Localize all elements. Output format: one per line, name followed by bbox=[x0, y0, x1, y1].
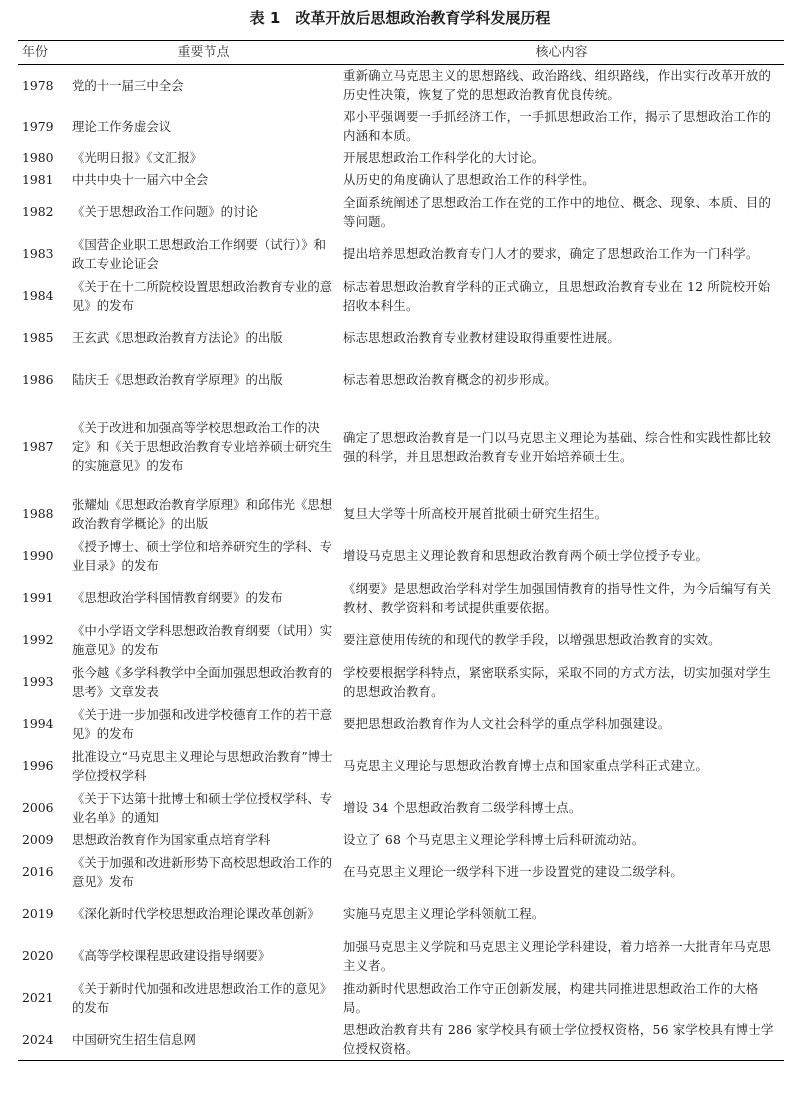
page bbox=[0, 4, 800, 1116]
table-row bbox=[18, 65, 784, 106]
cell-core: 邓小平强调要一手抓经济工作，一手抓思想政治工作，揭示了思想政治工作的内涵和本质。 bbox=[343, 109, 772, 143]
cell-year: 1996 bbox=[22, 758, 54, 773]
cell-year: 2006 bbox=[22, 800, 54, 815]
cell-core: 全面系统阐述了思想政治工作在党的工作中的地位、概念、现象、本质、目的等问题。 bbox=[343, 194, 772, 229]
cell-year: 1982 bbox=[22, 204, 54, 219]
cell-year: 1993 bbox=[22, 674, 54, 689]
cell-core: 要注意使用传统的和现代的教学手段，以增强思想政治教育的实效。 bbox=[343, 632, 721, 647]
cell-year: 1978 bbox=[22, 77, 54, 93]
cell-year: 1980 bbox=[22, 150, 54, 165]
cell-year: 2024 bbox=[18, 1019, 68, 1061]
table-row bbox=[18, 893, 784, 935]
cell-core: 加强马克思主义学院和马克思主义理论学科建设，着力培养一大批青年马克思主义者。 bbox=[343, 938, 772, 973]
cell-node: 张今越《多学科教学中全面加强思想政治教育的思考》文章发表 bbox=[72, 664, 333, 699]
table-row bbox=[18, 851, 784, 893]
cell-core: 复旦大学等十所高校开展首批硕士研究生招生。 bbox=[343, 506, 608, 521]
cell-node: 王玄武《思想政治教育方法论》的出版 bbox=[72, 330, 283, 345]
table-row bbox=[18, 577, 784, 619]
table-row bbox=[18, 493, 784, 535]
header-year: 年份 bbox=[18, 41, 68, 65]
cell-year: 2021 bbox=[22, 990, 54, 1005]
cell-node: 张耀灿《思想政治教育学原理》和邱伟光《思想政治教育学概论》的出版 bbox=[72, 496, 333, 531]
cell-core: 实施马克思主义理论学科领航工程。 bbox=[343, 906, 545, 921]
cell-year: 1979 bbox=[22, 118, 54, 134]
cell-node: 《关于下达第十批博士和硕士学位授权学科、专业名单》的通知 bbox=[72, 790, 333, 825]
table-row bbox=[18, 275, 784, 317]
cell-core: 要把思想政治教育作为人文社会科学的重点学科加强建设。 bbox=[343, 716, 671, 731]
cell-year: 1990 bbox=[22, 548, 54, 563]
header-core: 核心内容 bbox=[339, 41, 784, 65]
table-row bbox=[18, 401, 784, 493]
cell-core: 增设马克思主义理论教育和思想政治教育两个硕士学位授予专业。 bbox=[343, 548, 709, 563]
cell-year: 1986 bbox=[22, 372, 54, 387]
cell-core: 标志思想政治教育专业教材建设取得重要性进展。 bbox=[343, 330, 620, 345]
table-row bbox=[18, 703, 784, 745]
table-row bbox=[18, 359, 784, 401]
cell-node: 《国营企业职工思想政治工作纲要（试行）》和政工专业论证会 bbox=[72, 236, 327, 271]
cell-core: 学校要根据学科特点，紧密联系实际，采取不同的方式方法，切实加强对学生的思想政治教育。 bbox=[343, 664, 772, 699]
cell-core: 推动新时代思想政治工作守正创新发展，构建共同推进思想政治工作的大格局。 bbox=[343, 980, 759, 1015]
cell-core: 从历史的角度确认了思想政治工作的科学性。 bbox=[343, 172, 595, 187]
table-row bbox=[18, 661, 784, 703]
cell-core: 《纲要》是思想政治学科对学生加强国情教育的指导性文件，为今后编写有关教材、教学资料和考试提供重要依据。 bbox=[343, 580, 772, 615]
cell-node: 中共中央十一届六中全会 bbox=[72, 172, 209, 187]
cell-year: 1987 bbox=[22, 439, 54, 454]
table-row bbox=[18, 935, 784, 977]
table-row bbox=[18, 535, 784, 577]
table-row bbox=[18, 787, 784, 829]
cell-core: 提出培养思想政治教育专门人才的要求，确定了思想政治工作为一门科学。 bbox=[343, 246, 759, 261]
table-row bbox=[18, 191, 784, 233]
table-row bbox=[18, 169, 784, 191]
cell-core: 在马克思主义理论一级学科下进一步设置党的建设二级学科。 bbox=[343, 864, 683, 879]
cell-year: 1991 bbox=[22, 590, 54, 605]
cell-node: 思想政治教育作为国家重点培育学科 bbox=[72, 832, 271, 847]
cell-year: 2019 bbox=[22, 906, 54, 921]
cell-core: 开展思想政治工作科学化的大讨论。 bbox=[343, 150, 545, 165]
cell-node: 批准设立“马克思主义理论与思想政治教育”博士学位授权学科 bbox=[72, 748, 333, 783]
cell-node: 《关于在十二所院校设置思想政治教育专业的意见》的发布 bbox=[72, 278, 333, 313]
cell-core: 设立了 68 个马克思主义理论学科博士后科研流动站。 bbox=[343, 832, 645, 847]
table-row bbox=[18, 1019, 784, 1061]
table-row bbox=[18, 233, 784, 275]
header-row bbox=[18, 41, 784, 65]
cell-core: 重新确立马克思主义的思想路线、政治路线、组织路线，作出实行改革开放的历史性决策，恢复了党的思想政治教育优良传统。 bbox=[343, 68, 772, 103]
cell-year: 1984 bbox=[22, 288, 54, 303]
table-row bbox=[18, 977, 784, 1019]
history-table bbox=[18, 40, 784, 1061]
cell-node: 《关于加强和改进新形势下高校思想政治工作的意见》发布 bbox=[72, 854, 333, 889]
table-row bbox=[18, 106, 784, 147]
table-row bbox=[18, 619, 784, 661]
cell-year: 1985 bbox=[22, 330, 54, 345]
cell-year: 2009 bbox=[22, 832, 54, 847]
cell-node: 理论工作务虚会议 bbox=[72, 118, 172, 134]
table-title: 表 1 改革开放后思想政治教育学科发展历程 bbox=[249, 9, 551, 27]
cell-node: 《思想政治学科国情教育纲要》的发布 bbox=[72, 590, 283, 605]
table-row bbox=[18, 745, 784, 787]
cell-node: 《关于改进和加强高等学校思想政治工作的决定》和《关于思想政治教育专业培养硕士研究生的实施意见》的发布 bbox=[72, 420, 333, 473]
table-row bbox=[18, 147, 784, 169]
cell-node: 《深化新时代学校思想政治理论课改革创新》 bbox=[72, 906, 320, 921]
table-row bbox=[18, 317, 784, 359]
header-node: 重要节点 bbox=[68, 41, 339, 65]
cell-year: 2016 bbox=[22, 864, 54, 879]
cell-year: 1981 bbox=[22, 172, 54, 187]
cell-node: 《光明日报》《文汇报》 bbox=[72, 150, 203, 165]
cell-core: 标志着思想政治教育学科的正式确立，且思想政治教育专业在 12 所院校开始招收本科生。 bbox=[343, 278, 771, 313]
cell-year: 1988 bbox=[22, 506, 54, 521]
cell-node: 中国研究生招生信息网 bbox=[68, 1019, 339, 1061]
cell-core: 确定了思想政治教育是一门以马克思主义理论为基础、综合性和实践性都比较强的科学，并且思想政治教育专业开始培养硕士生。 bbox=[343, 429, 772, 464]
cell-node: 陆庆壬《思想政治教育学原理》的出版 bbox=[72, 372, 283, 387]
cell-node: 《中小学语文学科思想政治教育纲要（试用）实施意见》的发布 bbox=[72, 622, 333, 657]
cell-core: 增设 34 个思想政治教育二级学科博士点。 bbox=[343, 800, 582, 815]
cell-node: 《授予博士、硕士学位和培养研究生的学科、专业目录》的发布 bbox=[72, 538, 333, 573]
cell-core: 马克思主义理论与思想政治教育博士点和国家重点学科正式建立。 bbox=[343, 758, 709, 773]
cell-core: 标志着思想政治教育概念的初步形成。 bbox=[343, 372, 558, 387]
cell-node: 《关于思想政治工作问题》的讨论 bbox=[72, 204, 258, 219]
cell-node: 《关于新时代加强和改进思想政治工作的意见》的发布 bbox=[72, 980, 333, 1015]
cell-year: 1992 bbox=[22, 632, 54, 647]
cell-year: 1983 bbox=[22, 246, 54, 261]
cell-year: 1994 bbox=[22, 716, 54, 731]
cell-node: 党的十一届三中全会 bbox=[72, 77, 184, 93]
cell-node: 《关于进一步加强和改进学校德育工作的若干意见》的发布 bbox=[72, 706, 333, 741]
table-row bbox=[18, 829, 784, 851]
cell-year: 2020 bbox=[22, 948, 54, 963]
cell-node: 《高等学校课程思政建设指导纲要》 bbox=[72, 948, 271, 963]
cell-core: 思想政治教育共有 286 家学校具有硕士学位授权资格，56 家学校具有博士学位授权资格。 bbox=[339, 1019, 784, 1061]
